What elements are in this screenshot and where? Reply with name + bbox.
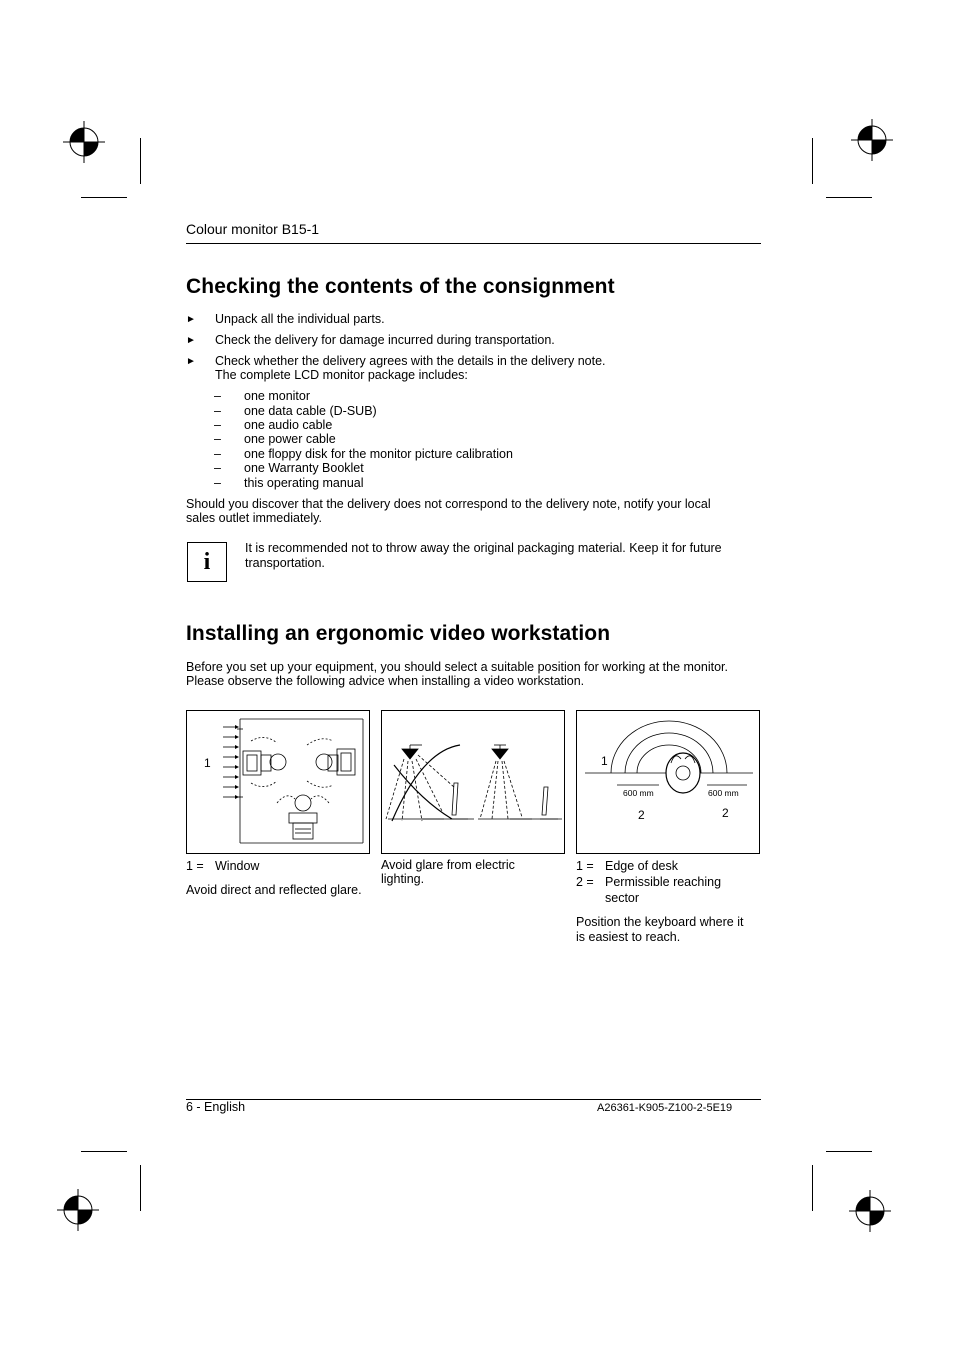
legend-key: 1 = (186, 859, 204, 873)
dash-marker: – (214, 404, 221, 418)
crop-line (81, 1151, 127, 1152)
info-text: transportation. (245, 556, 325, 570)
figure-note: Avoid glare from electric (381, 858, 515, 872)
crop-line (812, 1165, 813, 1211)
notice-text: Should you discover that the delivery does not correspond to the delivery note, notify your local (186, 497, 711, 511)
package-item: one Warranty Booklet (244, 461, 364, 475)
intro-text: Before you set up your equipment, you should select a suitable position for working at the monitor. (186, 660, 728, 674)
registration-mark-bottom-right (849, 1190, 891, 1232)
dash-marker: – (214, 389, 221, 403)
package-intro: The complete LCD monitor package includes: (215, 368, 468, 382)
intro-text: Please observe the following advice when installing a video workstation. (186, 674, 585, 688)
section-heading-contents: Checking the contents of the consignment (186, 275, 615, 298)
info-icon: i (187, 542, 227, 582)
figure-window-glare (186, 710, 370, 854)
footer-rule (186, 1099, 761, 1100)
callout-window: 1 (204, 756, 211, 770)
step-item: Check whether the delivery agrees with the details in the delivery note. (215, 354, 606, 368)
package-item: one data cable (D-SUB) (244, 404, 377, 418)
figure-note: is easiest to reach. (576, 930, 681, 944)
crop-line (826, 197, 872, 198)
crop-line (826, 1151, 872, 1152)
figure-lighting-glare (381, 710, 565, 854)
section-heading-ergonomics: Installing an ergonomic video workstation (186, 622, 611, 645)
document-id: A26361-K905-Z100-2-5E19 (597, 1102, 733, 1114)
crop-line (81, 197, 127, 198)
lighting-illustration (382, 711, 566, 855)
package-item: one floppy disk for the monitor picture calibration (244, 447, 513, 461)
running-header: Colour monitor B15-1 (186, 221, 320, 237)
distance-label-right: 600 mm (708, 788, 739, 798)
package-item: one monitor (244, 389, 311, 403)
step-item: Unpack all the individual parts. (215, 312, 385, 326)
legend-value: Edge of desk (605, 859, 678, 873)
figure-note: Avoid direct and reflected glare. (186, 883, 362, 897)
dash-marker: – (214, 418, 221, 432)
package-item: one power cable (244, 432, 336, 446)
bullet-arrow-icon: ► (186, 335, 196, 346)
legend-key: 2 = (576, 875, 594, 889)
dash-marker: – (214, 432, 221, 446)
callout-reach-right: 2 (722, 806, 729, 820)
callout-desk-edge: 1 (601, 754, 608, 768)
figure-reaching-sector (576, 710, 760, 854)
bullet-arrow-icon: ► (186, 356, 196, 367)
legend-value: sector (605, 891, 640, 905)
figure-note: lighting. (381, 872, 425, 886)
dash-marker: – (214, 461, 221, 475)
info-text: It is recommended not to throw away the original packaging material. Keep it for future (245, 541, 722, 555)
header-rule (186, 243, 761, 244)
dash-marker: – (214, 447, 221, 461)
notice-text: sales outlet immediately. (186, 511, 322, 525)
package-item: this operating manual (244, 476, 364, 490)
package-item: one audio cable (244, 418, 333, 432)
legend-value: Permissible reaching (605, 875, 722, 889)
crop-line (812, 138, 813, 184)
crop-line (140, 1165, 141, 1211)
crop-line (140, 138, 141, 184)
dash-marker: – (214, 476, 221, 490)
distance-label-left: 600 mm (623, 788, 654, 798)
registration-mark-top-left (63, 121, 105, 163)
room-plan-illustration (187, 711, 371, 855)
bullet-arrow-icon: ► (186, 314, 196, 325)
step-item: Check the delivery for damage incurred during transportation. (215, 333, 555, 347)
callout-reach-left: 2 (638, 808, 645, 822)
page-number: 6 - English (186, 1100, 246, 1114)
registration-mark-top-right (851, 119, 893, 161)
registration-mark-bottom-left (57, 1189, 99, 1231)
legend-value: Window (215, 859, 260, 873)
reaching-sector-illustration (577, 711, 761, 855)
legend-key: 1 = (576, 859, 594, 873)
figure-note: Position the keyboard where it (576, 915, 744, 929)
